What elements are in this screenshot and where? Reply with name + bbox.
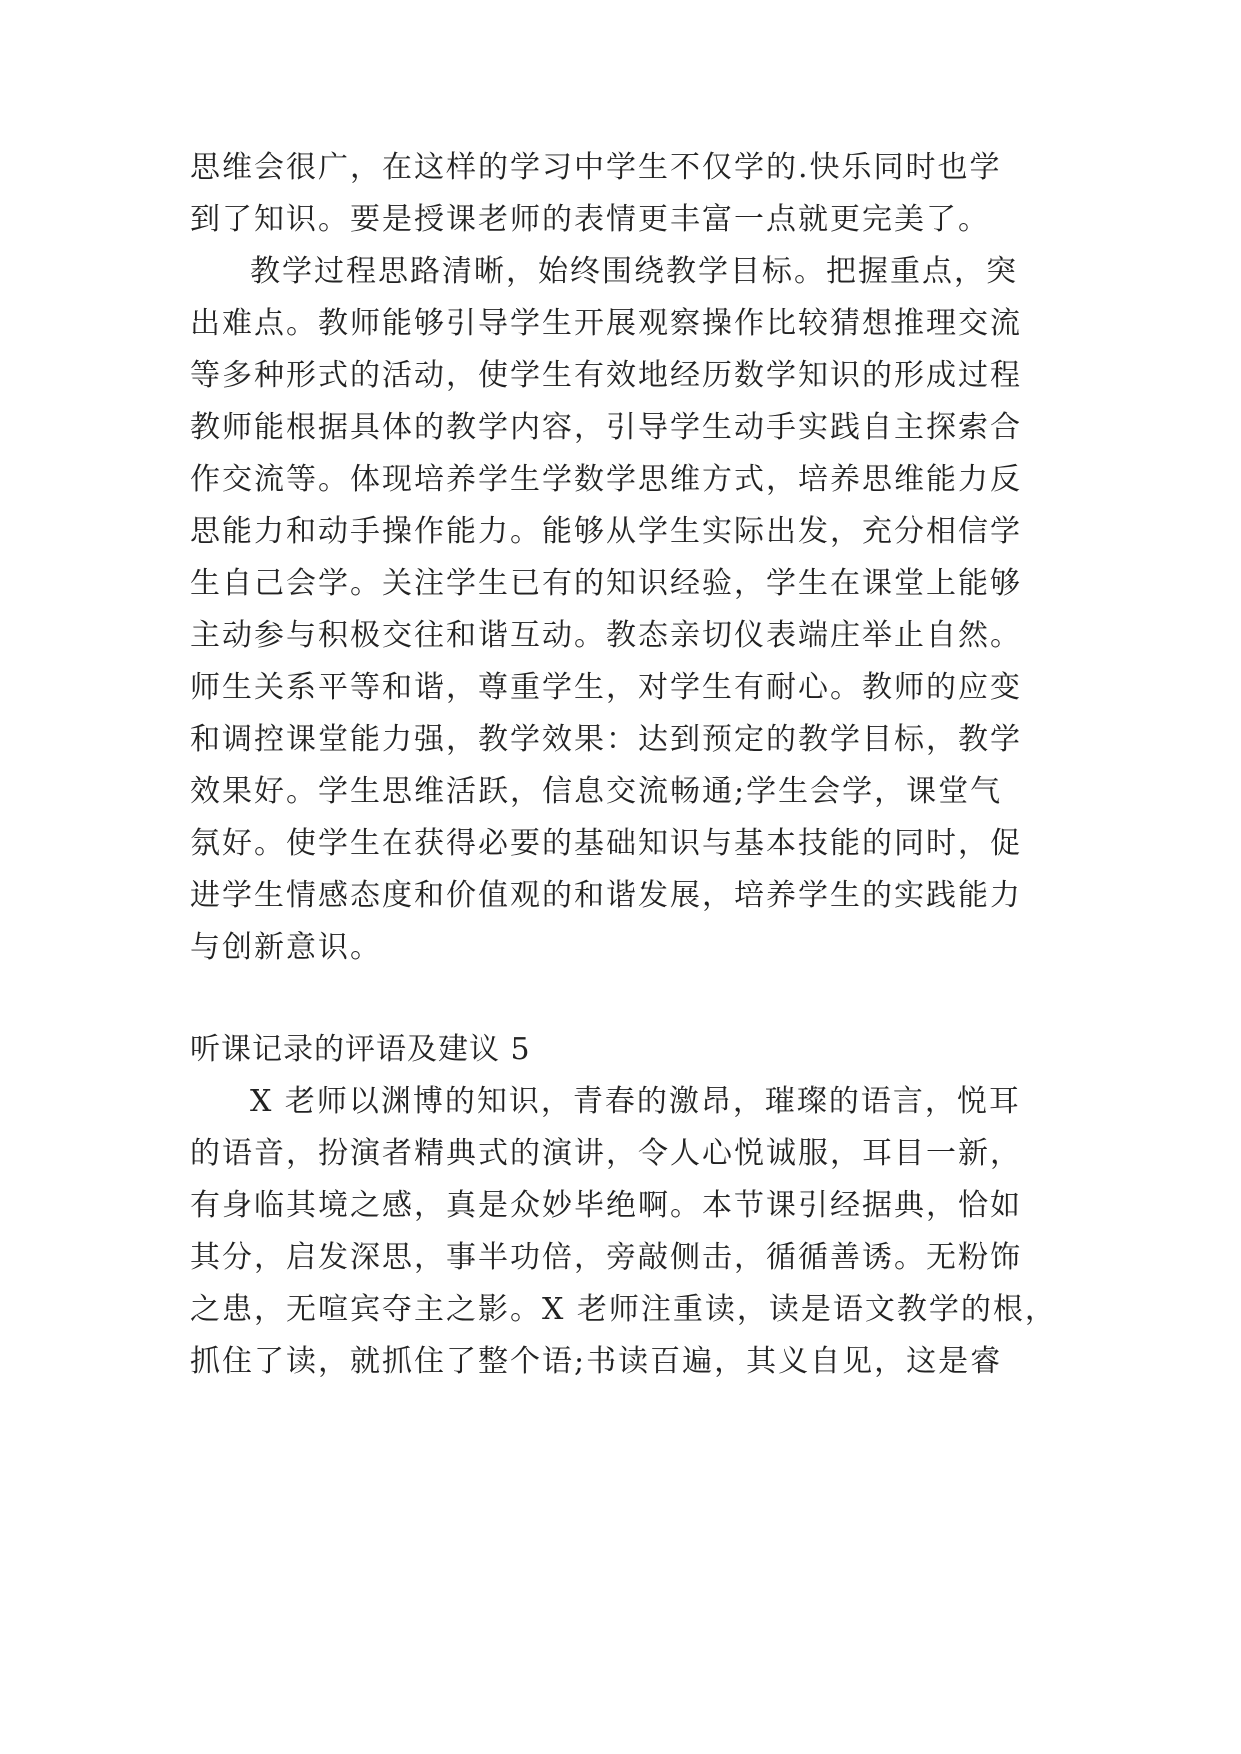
paragraph-3-line-2: 的语音，扮演者精典式的演讲，令人心悦诚服，耳目一新，: [190, 1136, 1022, 1171]
paragraph-2-line-5: 作交流等。体现培养学生学数学思维方式，培养思维能力反: [190, 462, 1022, 497]
paragraph-3-line-3: 有身临其境之感，真是众妙毕绝啊。本节课引经据典，恰如: [190, 1188, 1022, 1223]
paragraph-3-line-5: 之患，无喧宾夺主之影。X 老师注重读，读是语文教学的根，: [190, 1292, 1057, 1327]
paragraph-2-line-4: 教师能根据具体的教学内容，引导学生动手实践自主探索合: [190, 410, 1022, 445]
paragraph-2-line-11: 效果好。学生思维活跃，信息交流畅通;学生会学，课堂气: [190, 774, 1003, 809]
paragraph-1-line-2: 到了知识。要是授课老师的表情更丰富一点就更完美了。: [190, 202, 990, 237]
paragraph-2-line-3: 等多种形式的活动，使学生有效地经历数学知识的形成过程: [190, 358, 1022, 393]
paragraph-2-line-8: 主动参与积极交往和谐互动。教态亲切仪表端庄举止自然。: [190, 618, 1022, 653]
paragraph-2-line-10: 和调控课堂能力强，教学效果：达到预定的教学目标，教学: [190, 722, 1022, 757]
paragraph-2-line-14: 与创新意识。: [190, 930, 382, 965]
paragraph-3-line-6: 抓住了读，就抓住了整个语;书读百遍，其义自见，这是睿: [190, 1344, 1003, 1379]
paragraph-2-line-1: 教学过程思路清晰，始终围绕教学目标。把握重点，突: [250, 254, 1018, 289]
paragraph-2-line-12: 氛好。使学生在获得必要的基础知识与基本技能的同时，促: [190, 826, 1022, 861]
paragraph-2-line-6: 思能力和动手操作能力。能够从学生实际出发，充分相信学: [190, 514, 1022, 549]
paragraph-3-line-1: X 老师以渊博的知识，青春的激昂，璀璨的语言，悦耳: [250, 1084, 1021, 1119]
paragraph-2-line-13: 进学生情感态度和价值观的和谐发展，培养学生的实践能力: [190, 878, 1022, 913]
paragraph-1-line-1: 思维会很广，在这样的学习中学生不仅学的.快乐同时也学: [190, 150, 1002, 185]
paragraph-2-line-7: 生自己会学。关注学生已有的知识经验，学生在课堂上能够: [190, 566, 1022, 601]
paragraph-2-line-2: 出难点。教师能够引导学生开展观察操作比较猜想推理交流: [190, 306, 1022, 341]
section-heading: 听课记录的评语及建议 5: [190, 1032, 531, 1067]
paragraph-3-line-4: 其分，启发深思，事半功倍，旁敲侧击，循循善诱。无粉饰: [190, 1240, 1022, 1275]
paragraph-2-line-9: 师生关系平等和谐，尊重学生，对学生有耐心。教师的应变: [190, 670, 1022, 705]
